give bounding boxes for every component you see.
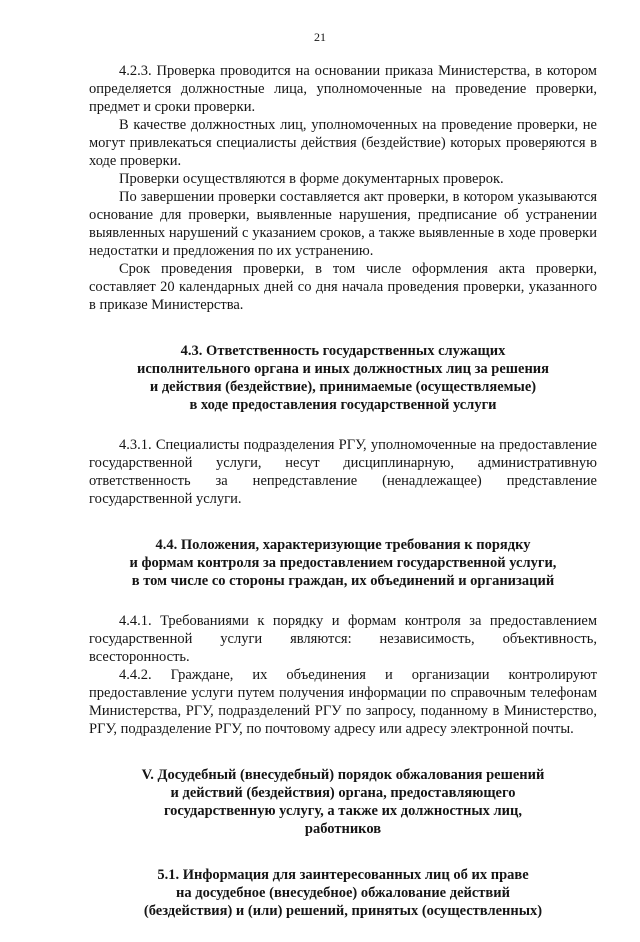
paragraph-4-4-1: 4.4.1. Требованиями к порядку и формам контроля за предоставлением государственной услуги являются: независимость, объективность, всесторонность.	[89, 613, 597, 665]
paragraph-4-2-3: 4.2.3. Проверка проводится на основании приказа Министерства, в котором определяется должностные лица, уполномоченные на проведение проверки, предмет и сроки проверки.	[89, 63, 597, 115]
paragraph-4-4-2: 4.4.2. Граждане, их объединения и организации контролируют предоставление услуги путем получения информации по справочным телефонам Министерства, РГУ, подразделений РГУ по запросу, поданному в Министерство, РГУ, подразделение РГУ, по почтовому адресу или адресу электронной почты.	[89, 667, 597, 737]
heading-section-5	[89, 766, 597, 838]
heading-line: и формам контроля за предоставлением государственной услуги,	[129, 555, 557, 571]
heading-line: в том числе со стороны граждан, их объединений и организаций	[131, 573, 555, 589]
heading-line: 5.1. Информация для заинтересованных лиц об их праве	[157, 867, 529, 883]
heading-section-4-3	[89, 342, 597, 414]
paragraph-inspection-act: По завершении проверки составляется акт проверки, в котором указываются основание для проверки, выявленные нарушения, предписание об устранении выявленных нарушений с указанием сроков, а также выявленные в ходе проверки недостатки и предложения по их устранению.	[89, 189, 597, 259]
heading-line: V. Досудебный (внесудебный) порядок обжалования решений	[141, 767, 545, 783]
paragraph-4-3-1: 4.3.1. Специалисты подразделения РГУ, уполномоченные на предоставление государственной услуги, несут дисциплинарную, административную ответственность за непредставление (ненадлежащее) представление государственной услуги.	[89, 437, 597, 507]
heading-line: работников	[304, 821, 382, 837]
heading-section-5-1	[89, 866, 597, 920]
heading-line: и действий (бездействия) органа, предоставляющего	[170, 785, 516, 801]
heading-line: государственную услугу, а также их должностных лиц,	[163, 803, 523, 819]
paragraph-inspectors: В качестве должностных лиц, уполномоченных на проведение проверки, не могут привлекаться специалисты действия (бездействие) которых проверяются в ходе проверки.	[89, 117, 597, 169]
heading-line: исполнительного органа и иных должностных лиц за решения	[136, 361, 550, 377]
heading-section-4-4	[89, 536, 597, 590]
paragraph-inspection-form: Проверки осуществляются в форме документарных проверок.	[119, 171, 504, 187]
heading-line: на досудебное (внесудебное) обжалование действий	[176, 885, 510, 901]
heading-line: 4.3. Ответственность государственных служащих	[180, 343, 506, 359]
paragraph-inspection-period: Срок проведения проверки, в том числе оформления акта проверки, составляет 20 календарных дней со дня начала проведения проверки, указанного в приказе Министерства.	[89, 261, 597, 313]
heading-line: (бездействия) и (или) решений, принятых (осуществленных)	[143, 903, 543, 919]
page-number: 21	[314, 30, 326, 44]
heading-line: в ходе предоставления государственной услуги	[189, 397, 497, 413]
page-content	[89, 62, 597, 942]
heading-line: и действия (бездействие), принимаемые (осуществляемые)	[149, 379, 537, 395]
heading-line: 4.4. Положения, характеризующие требования к порядку	[155, 537, 531, 553]
